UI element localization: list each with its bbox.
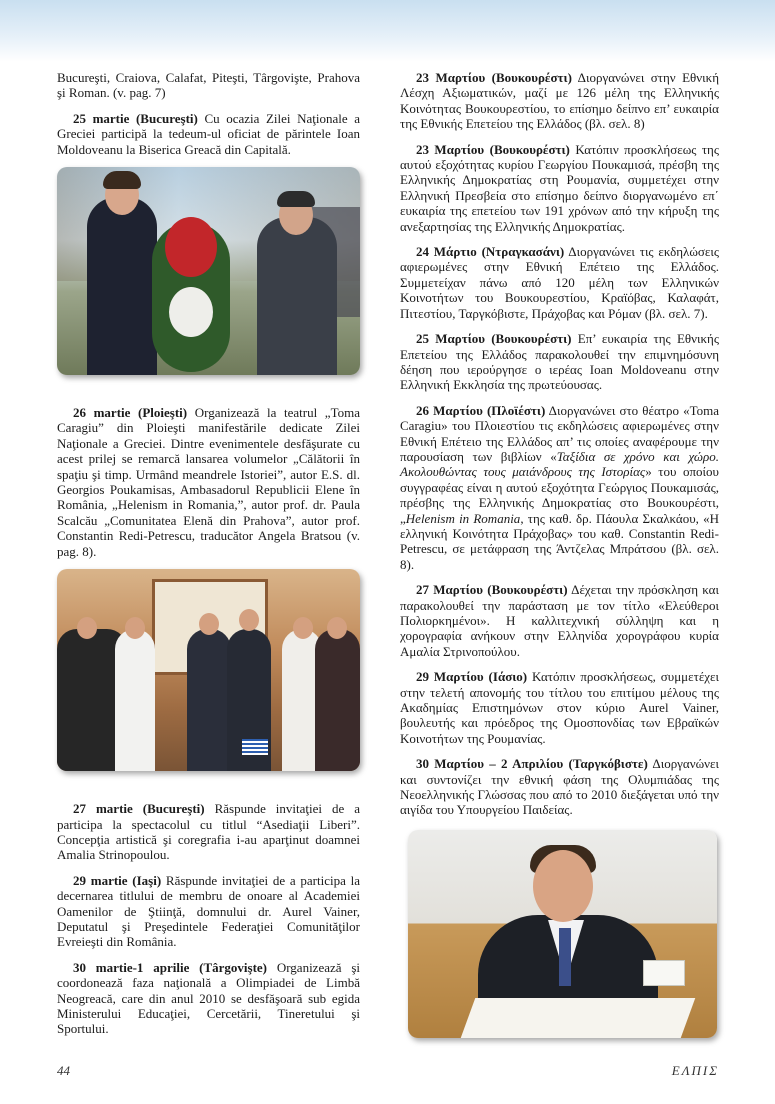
entry-23-martiou-a: 23 Μαρτίου (Βουκουρέστι) Διοργανώνει στην Εθνική Λέσχη Αξιωματικών, μαζί με 126 μέλη της Ελληνικής Κοινότητας Βουκουρεστίου, το επίσημο δείπνο επ’ ευκαιρία της Εθνικής Επετείου της Ελλάδος (βλ. σελ. 8)	[400, 70, 719, 132]
entry-27-martie: 27 martie (Bucureşti) Răspunde invitaţiei de a participa la spectacolul cu titlul “Asediaţii Liberi”. Concepţia artistică şi coregrafia i-au aparţinut doamnei Amalia Strinopoulou.	[57, 801, 360, 863]
entry-date: 23 Μαρτίου (Βουκουρέστι)	[416, 141, 570, 157]
entry-date: 26 Μαρτίου (Πλοϊέστι)	[416, 402, 546, 418]
photo-signing-document	[408, 830, 717, 1038]
entry-27-martiou: 27 Μαρτίου (Βουκουρέστι) Δέχεται την πρόσκληση και παρακολουθεί την παράσταση με τον τίτλο «Ελεύθεροι Πολιορκημένοι». Η καλλιτεχνική σύλληψη και η χορογραφία ανήκουν στην Ελληνίδα χορογράφου κυρία Αμαλία Στρινοπούλου.	[400, 582, 719, 659]
magazine-title: ΕΛΠΙΣ	[671, 1063, 719, 1078]
page-number: 44	[57, 1063, 70, 1078]
right-column-greek	[400, 70, 719, 1050]
entry-23-martiou-b: 23 Μαρτίου (Βουκουρέστι) Κατόπιν προσκλήσεως της αυτού εξοχότητας κυρίου Γεωργίου Πουκαμισά, πρέσβη της Ελληνικής Δημοκρατίας στη Ρουμανία, συμμετέχει στην Ελληνική Πρεσβεία στο επίσημο δείπνο διοργανωμένο επ΄ ευκαιρία της επετείου των 191 χρόνων από την κήρυξη της ανεξαρτησίας της Ελληνικής Δημοκρατίας.	[400, 141, 719, 234]
entry-date: 25 Μαρτίου (Βουκουρέστι)	[416, 331, 572, 347]
entry-date: 27 martie (Bucureşti)	[73, 801, 205, 817]
entry-29-martie: 29 martie (Iaşi) Răspunde invitaţiei de a participa la decernarea titlului de membru de onoare al Academiei Oamenilor de Ştiinţă, domnului dr. Aurel Vainer, Deputatul şi Preşedintele Federaţiei Comunităţilor Evreieşti din România.	[57, 872, 360, 950]
entry-30-martie: 30 martie-1 aprilie (Târgovişte) Organizează şi coordonează faza naţională a Olimpiadei de Limbă Neogreacă, care din anul 2010 se desfăşoară sub egida Ministerului Educaţiei, Cercetării, Tineretului şi Sportului.	[57, 959, 360, 1037]
entry-29-martiou: 29 Μαρτίου (Ιάσιο) Κατόπιν προσκλήσεως, συμμετέχει στην τελετή απονομής του τίτλου του επιτίμου μέλους της Ακαδημίας Επιστημόνων στον κύριο Aurel Vainer, βουλευτής και πρόεδρος της Ομοσπονδίας των Εβραϊκών Κοινοτήτων της Ρουμανίας.	[400, 669, 720, 746]
entry-25-martie: 25 martie (Bucureşti) Cu ocazia Zilei Naţionale a Greciei participă la tedeum-ul oficiat de părintele Ioan Moldoveanu la Biserica Greacă din Capitală.	[57, 110, 360, 157]
left-column-romanian	[57, 70, 360, 1047]
entry-30-martiou: 30 Μαρτίου – 2 Απριλίου (Ταργκόβιστε) Διοργανώνει και συντονίζει την εθνική φάση της Ολυμπιάδας της Νεοελληνικής Γλώσσας που από το 2010 διεξάγεται υπό την αιγίδα του Υπουργείου Παιδείας.	[400, 756, 720, 818]
paragraph-continuation: Bucureşti, Craiova, Calafat, Piteşti, Târgovişte, Prahova şi Roman. (v. pag. 7)	[57, 70, 360, 101]
entry-date: 29 martie (Iaşi)	[73, 872, 162, 888]
entry-date: 30 martie-1 aprilie (Târgovişte)	[73, 959, 268, 975]
photo-theatre-hall	[57, 569, 360, 771]
entry-date: 24 Μάρτιο (Ντραγκασάνι)	[416, 244, 565, 260]
entry-date: 27 Μαρτίου (Βουκουρέστι)	[416, 582, 568, 598]
entry-date: 30 Μαρτίου – 2 Απριλίου (Ταργκόβιστε)	[416, 756, 648, 772]
entry-date: 23 Μαρτίου (Βουκουρέστι)	[416, 70, 572, 85]
entry-26-martie: 26 martie (Ploieşti) Organizează la teatrul „Toma Caragiu” din Ploieşti manifestările dedicate Zilei Naţionale a Greciei. Dintre evenimentele desfăşurate cu acest prilej se remarcă lansarea volumelor „Călătorii în spaţiu şi timp. Urmând meandrele Istoriei”, autor E.S. dl. Georgios Poukamisas, Ambasadorul Republicii Elene în România, „Helenism in Romania,”, autor prof. dr. Paula Scalcău „Comunitatea Elenă din Prahova”, autor prof. Constantin Redi-Petrescu, traducător Angela Bratsou (v. pag. 8).	[57, 405, 360, 559]
entry-26-martiou: 26 Μαρτίου (Πλοϊέστι) Διοργανώνει στο θέατρο «Toma Caragiu» του Πλοιεστίου τις εκδηλώσεις αφιερωμένες στην Εθνική Επέτειο της Ελλάδος απ’ τις οποίες αναφέρουμε την παρουσίαση των βιβλίων «Ταξίδια σε χρόνο και χώρο. Ακολουθώντας τους μαιάνδρους της Ιστορίας» του οποίου συγγραφέας είναι η αυτού εξοχότητα Γεώργιος Πουκαμισάς, πρέσβης της Ελληνικής Δημοκρατίας στο Βουκουρέστι, „Helenism in Romania, της καθ. δρ. Πάουλα Σκαλκάου, «Η ελληνική Κοινότητα Πράχοβας» του καθ. Constantin Redi-Petrescu, σε μετάφραση της Άντζελας Μπράτσου (βλ. σελ. 8).	[400, 402, 720, 572]
greek-flag	[242, 739, 268, 755]
entry-24-martio: 24 Μάρτιο (Ντραγκασάνι) Διοργανώνει τις εκδηλώσεις αφιερωμένες στην Εθνική Επέτειο της Ελλάδος. Συμμετείχαν πάνω από 120 μέλη των Ελληνικών Κοινοτήτων του Βουκουρεστίου, Κραϊόβας, Καλαφάτ, Πιτεστίου, Ταργκόβιστε, Πράχοβας και Ρόμαν (βλ. σελ. 7).	[400, 244, 719, 321]
entry-25-martiou: 25 Μαρτίου (Βουκουρέστι) Επ’ ευκαιρία της Εθνικής Επετείου της Ελλάδος παρακολουθεί την επιμνημόσυνη δέηση που ιερούργησε ο ιερέας Ioan Moldoveanu στην Ελληνική Εκκλησία της πρωτεύουσας.	[400, 331, 719, 393]
header-gradient-band	[0, 0, 775, 62]
photo-wreath-ceremony	[57, 167, 360, 375]
entry-date: 26 martie (Ploieşti)	[73, 405, 188, 421]
entry-date: 29 Μαρτίου (Ιάσιο)	[416, 669, 528, 685]
entry-date: 25 martie (Bucureşti)	[73, 110, 198, 126]
